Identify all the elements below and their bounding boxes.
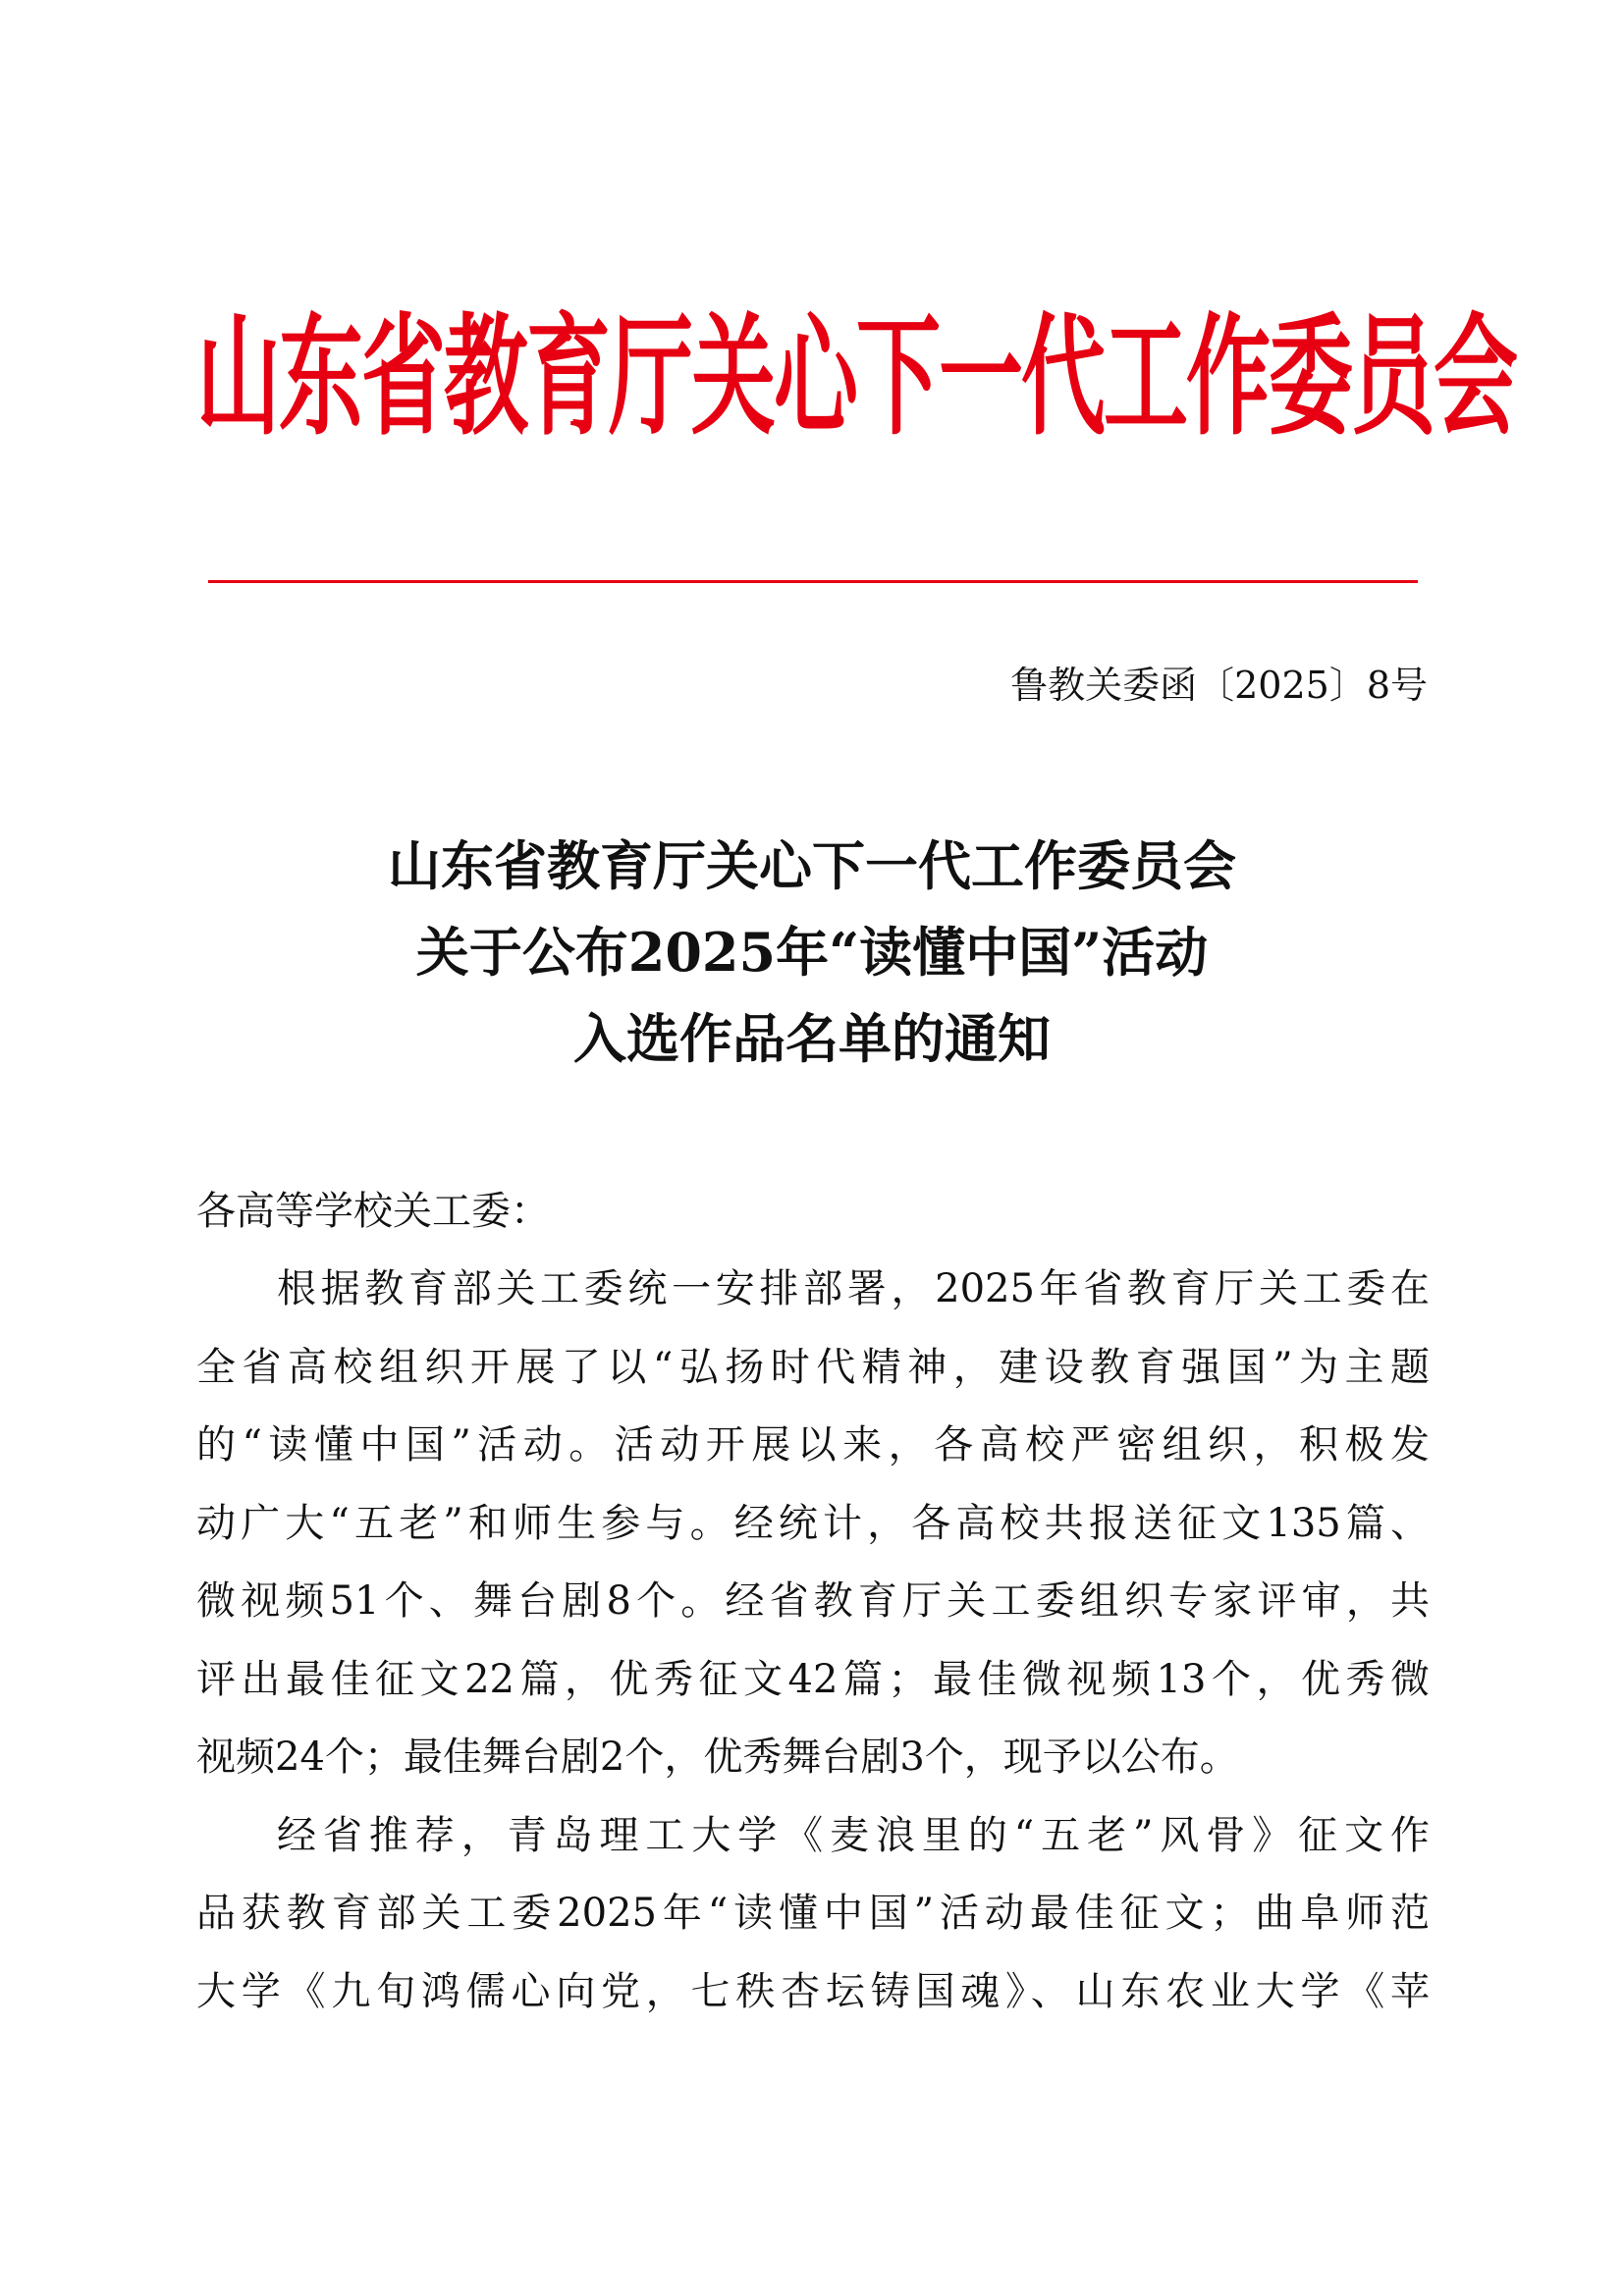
- paragraph-line: 微视频51个、舞台剧8个。经省教育厅关工委组织专家评审，共: [196, 1578, 1430, 1624]
- title-line-2: 关于公布2025年“读懂中国”活动: [415, 921, 1209, 984]
- paragraph-line: 全省高校组织开展了以“弘扬时代精神，建设教育强国”为主题: [196, 1344, 1430, 1390]
- paragraph-line: 评出最佳征文22篇，优秀征文42篇；最佳微视频13个，优秀微: [196, 1656, 1430, 1702]
- paragraph-line: 品获教育部关工委2025年“读懂中国”活动最佳征文；曲阜师范: [196, 1891, 1430, 1936]
- paragraph-2: [196, 1797, 1430, 2032]
- paragraph-line: 的“读懂中国”活动。活动开展以来，各高校严密组织，积极发: [196, 1422, 1430, 1468]
- red-divider: [208, 580, 1418, 583]
- paragraph-line: 动广大“五老”和师生参与。经统计，各高校共报送征文135篇、: [196, 1500, 1430, 1546]
- document-number: 鲁教关委函〔2025〕8号: [1010, 664, 1428, 707]
- title-line-1: 山东省教育厅关心下一代工作委员会: [388, 834, 1236, 897]
- salutation: 各高等学校关工委：: [196, 1189, 550, 1234]
- notice-body: [196, 1172, 1430, 2031]
- title-line-3: 入选作品名单的通知: [573, 1007, 1051, 1070]
- paragraph-line: 视频24个；最佳舞台剧2个，优秀舞台剧3个，现予以公布。: [196, 1735, 1239, 1780]
- paragraph-line: 经省推荐，青岛理工大学《麦浪里的“五老”风骨》征文作: [277, 1812, 1430, 1858]
- notice-title: [196, 823, 1428, 1082]
- paragraph-line: 根据教育部关工委统一安排部署，2025年省教育厅关工委在: [277, 1266, 1430, 1311]
- masthead-title: 山东省教育厅关心下一代工作委员会: [196, 299, 1516, 454]
- paragraph-1: [196, 1251, 1430, 1797]
- paragraph-line: 大学《九旬鸿儒心向党，七秩杏坛铸国魂》、山东农业大学《苹: [196, 1968, 1430, 2014]
